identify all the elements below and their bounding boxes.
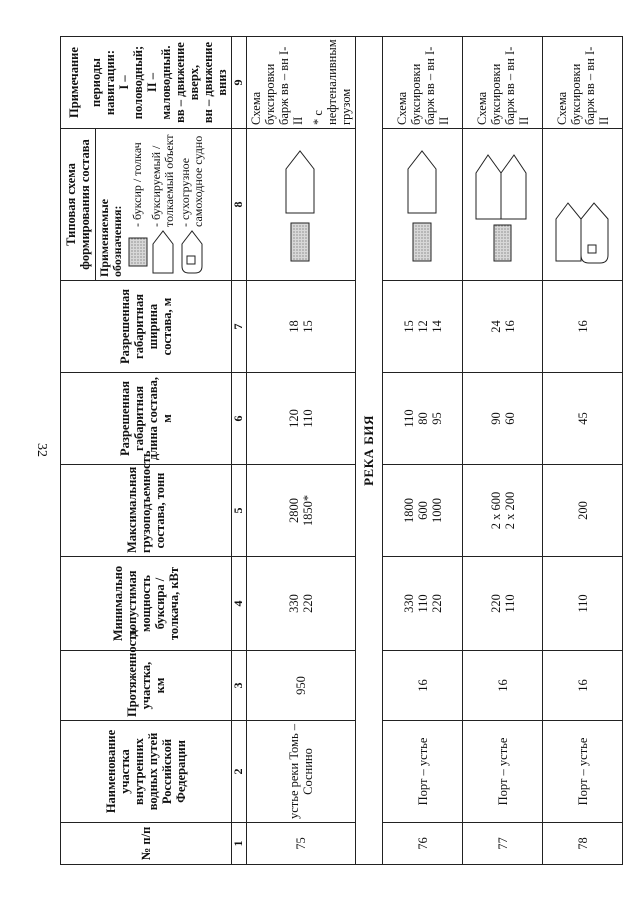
capacity: 600 — [415, 501, 430, 520]
row-number: 77 — [463, 823, 543, 865]
allowed-length: 80 — [415, 412, 430, 425]
allowed-width: 16 — [575, 320, 590, 333]
allowed-length: 90 — [488, 412, 503, 425]
allowed-width: 12 — [415, 320, 430, 333]
column-number: 7 — [232, 281, 247, 373]
note-cell — [247, 37, 356, 129]
note-cell — [463, 37, 543, 129]
note-text: Схема буксировки барж вв – вн I-II — [249, 46, 305, 125]
column-number: 3 — [232, 651, 247, 721]
scheme-tug-single — [388, 140, 458, 270]
scheme-tug-double — [468, 140, 538, 270]
column-number: 9 — [232, 37, 247, 129]
page-number: 32 — [34, 443, 49, 457]
pusher-tug-icon — [128, 237, 148, 267]
tug-power: 110 — [575, 594, 590, 613]
tug-power-cell — [247, 557, 356, 651]
length-m-cell — [543, 373, 623, 465]
column-number: 1 — [232, 823, 247, 865]
capacity: 200 — [575, 501, 590, 520]
length-m-cell — [247, 373, 356, 465]
tug-power-cell — [383, 557, 463, 651]
legend-item — [150, 132, 177, 277]
header-name: Наименование участка внутренних водных путей Российской Федерации — [61, 721, 232, 823]
scheme-vessel-with-barge — [548, 140, 618, 270]
column-number-row — [232, 37, 247, 865]
section-length: 950 — [247, 651, 356, 721]
capacity: 1800 — [401, 498, 416, 523]
header-note-lines — [89, 40, 229, 125]
header-note — [61, 37, 232, 129]
allowed-length: 110 — [401, 409, 416, 428]
note-line-3: вв – движение вверх, — [173, 42, 201, 123]
river-label: РЕКА БИЯ — [356, 37, 383, 865]
allowed-length: 110 — [301, 409, 315, 428]
legend-item — [128, 132, 148, 277]
tug-power-cell — [543, 557, 623, 651]
tug-power: 330 — [287, 594, 301, 613]
note-line-4: вн – движение вниз — [201, 41, 229, 124]
allowed-width: 14 — [429, 320, 444, 333]
header-note-title: Примечание — [67, 47, 81, 118]
width-m-cell — [383, 281, 463, 373]
header-power: Минимально допустимая мощность буксира / толкача, кВт — [61, 557, 232, 651]
capacity-cell — [247, 465, 356, 557]
section-name: Порт – устье — [543, 721, 623, 823]
capacity: 2800 — [287, 498, 301, 523]
towed-barge-icon — [152, 230, 174, 274]
scheme-cell — [383, 129, 463, 281]
legend-cell — [96, 129, 232, 281]
length-m-cell — [383, 373, 463, 465]
river-row — [356, 37, 383, 865]
table-row — [383, 37, 463, 865]
legend-item — [179, 132, 206, 277]
scheme-cell — [463, 129, 543, 281]
legend-symbol — [181, 227, 203, 277]
column-number: 4 — [232, 557, 247, 651]
length-m-cell — [463, 373, 543, 465]
note-text: Схема буксировки барж вв – вн I-II — [394, 46, 451, 125]
allowed-width: 24 — [488, 320, 503, 333]
rows-after-group — [383, 37, 623, 865]
allowed-width: 15 — [301, 320, 315, 333]
allowed-width: 16 — [502, 320, 517, 333]
section-name: Порт – устье — [463, 721, 543, 823]
header-num: № п/п — [61, 823, 232, 865]
allowed-length: 120 — [287, 409, 301, 428]
scheme-cell — [543, 129, 623, 281]
legend-text: - буксируемый / толкаемый объект — [148, 134, 177, 227]
note-line-0: периоды навигации: — [89, 49, 117, 116]
header-length-m: Разрешенная габаритная длина состава, м — [61, 373, 232, 465]
header-length: Протяженность участка, км — [61, 651, 232, 721]
scheme-tug-single — [266, 140, 336, 270]
allowed-width: 15 — [401, 320, 416, 333]
section-name: Порт – устье — [383, 721, 463, 823]
capacity: 2 х 600 — [488, 491, 503, 530]
capacity: 1000 — [429, 498, 444, 523]
note-text: Схема буксировки барж вв – вн I-II — [554, 46, 611, 125]
tug-power: 110 — [415, 594, 430, 613]
allowed-width: 18 — [287, 320, 301, 333]
header-row — [61, 37, 96, 865]
note-line-1: I – половодный; — [117, 45, 145, 120]
tug-power: 220 — [301, 594, 315, 613]
rotated-table-container — [60, 37, 611, 865]
section-length: 16 — [463, 651, 543, 721]
note-line-2: II – маловодный. — [145, 45, 173, 120]
section-length: 16 — [543, 651, 623, 721]
table-row — [543, 37, 623, 865]
section-length: 16 — [383, 651, 463, 721]
tug-power: 220 — [488, 594, 503, 613]
scheme-wrap — [388, 132, 458, 277]
scheme-wrap — [548, 132, 618, 277]
width-m-cell — [463, 281, 543, 373]
header-width-m: Разрешенная габаритная ширина состава, м — [61, 281, 232, 373]
legend-list — [128, 132, 206, 277]
row-number: 76 — [383, 823, 463, 865]
note-footnote: * с нефтеналивным грузом — [311, 39, 353, 125]
river-section — [356, 37, 383, 865]
row-number: 75 — [247, 823, 356, 865]
tug-power: 330 — [401, 594, 416, 613]
column-number: 6 — [232, 373, 247, 465]
table-row — [463, 37, 543, 865]
allowed-length: 60 — [502, 412, 517, 425]
scheme-cell — [247, 129, 356, 281]
width-m-cell — [247, 281, 356, 373]
note-text: Схема буксировки барж вв – вн I-II — [474, 46, 531, 125]
legend-text: - сухогрузное самоходное судно — [177, 135, 206, 227]
capacity-cell — [383, 465, 463, 557]
tug-power: 220 — [429, 594, 444, 613]
tug-power-cell — [463, 557, 543, 651]
scheme-wrap — [468, 132, 538, 277]
allowed-length: 45 — [575, 412, 590, 425]
tow-formation-table — [60, 36, 623, 865]
row-number: 78 — [543, 823, 623, 865]
allowed-length: 95 — [429, 412, 444, 425]
tug-power: 110 — [502, 594, 517, 613]
scheme-wrap — [266, 132, 336, 277]
capacity: 2 х 200 — [502, 491, 517, 530]
table-row — [247, 37, 356, 865]
note-cell — [543, 37, 623, 129]
legend-symbol — [152, 227, 174, 277]
capacity-cell — [543, 465, 623, 557]
column-number: 2 — [232, 721, 247, 823]
capacity: 1850* — [301, 494, 315, 527]
header-scheme: Типовая схема формирования состава — [61, 129, 96, 281]
note-cell — [383, 37, 463, 129]
column-number: 8 — [232, 129, 247, 281]
column-number: 5 — [232, 465, 247, 557]
self-propelled-vessel-icon — [181, 230, 203, 274]
header-capacity: Максимальная грузоподъемность состава, тонн — [61, 465, 232, 557]
section-name: устье реки Томь – Соснино — [247, 721, 356, 823]
rows-before-group — [247, 37, 356, 865]
legend-title: Применяемые обозначения: — [97, 198, 125, 277]
capacity-cell — [463, 465, 543, 557]
legend-text: - буксир / толкач — [130, 142, 145, 227]
legend-symbol — [128, 227, 148, 277]
width-m-cell — [543, 281, 623, 373]
